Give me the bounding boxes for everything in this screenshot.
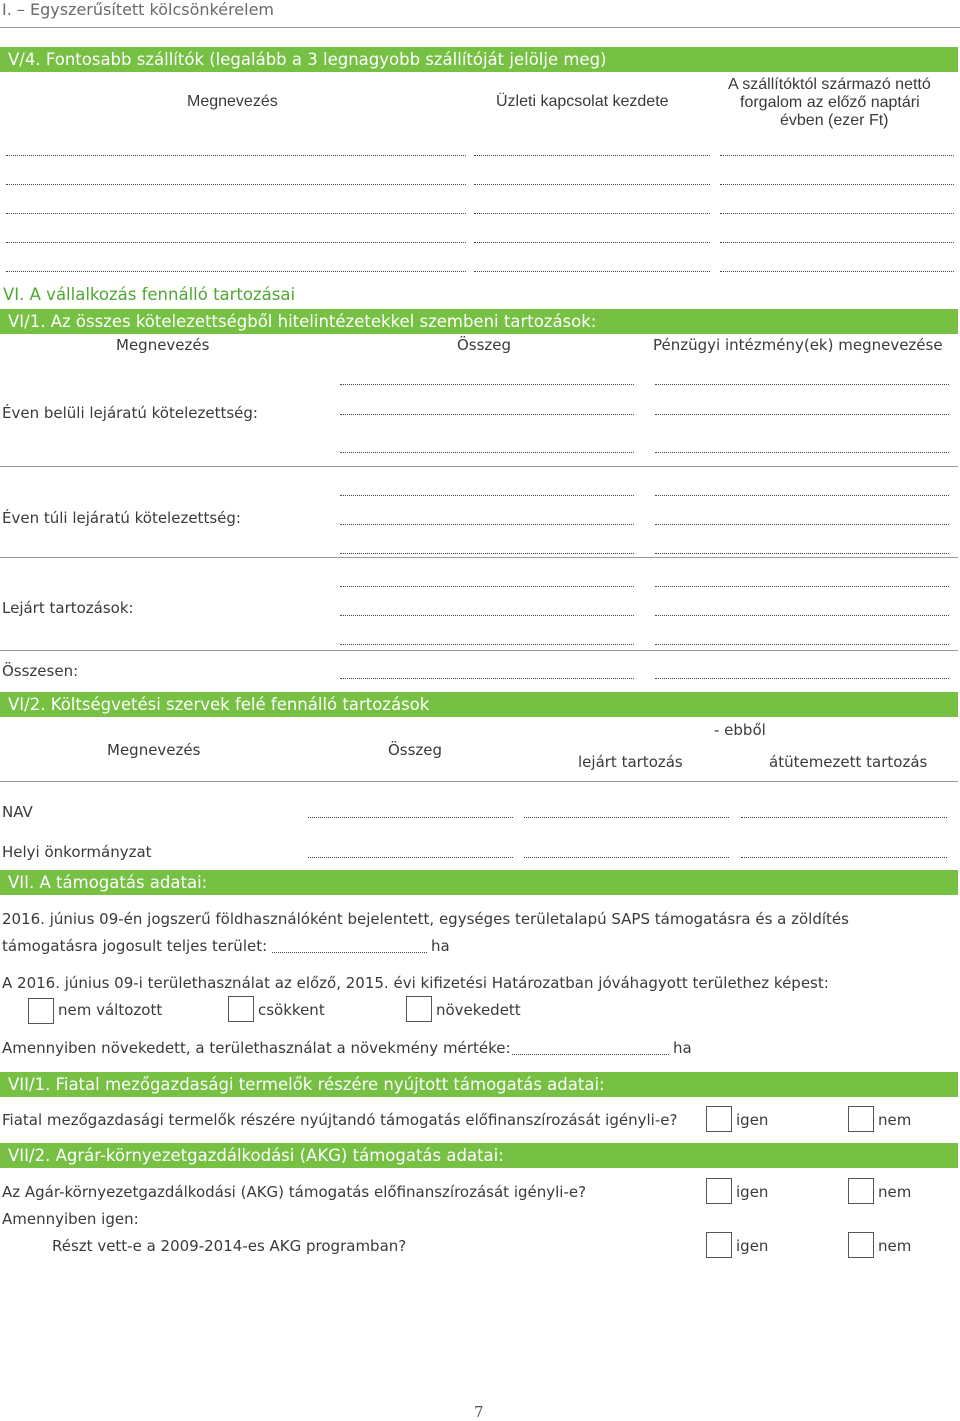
local-rescheduled-field[interactable] [741, 857, 947, 858]
vii-paragraph-1b: támogatásra jogosult teljes terület: [2, 937, 268, 955]
akg-if-yes: Amennyiben igen: [2, 1210, 139, 1228]
decreased-checkbox[interactable] [228, 996, 254, 1022]
vii-paragraph-3: Amennyiben növekedett, a területhasználat a növekmény mértéke: [2, 1039, 511, 1057]
increase-area-field[interactable] [512, 1054, 669, 1055]
eligible-area-field[interactable] [272, 952, 427, 953]
supplier-turnover-field-5[interactable] [720, 271, 954, 272]
supplier-name-field-4[interactable] [6, 242, 466, 243]
supplier-name-field-3[interactable] [6, 213, 466, 214]
akg-program-question: Részt vett-e a 2009-2014-es AKG programban? [52, 1237, 407, 1255]
increased-label: növekedett [436, 1001, 521, 1019]
supplier-start-field-5[interactable] [474, 271, 710, 272]
vi2-col-name: Megnevezés [107, 741, 201, 759]
debt-institution-field-8[interactable] [655, 615, 949, 616]
debt-institution-field-5[interactable] [655, 524, 949, 525]
supplier-name-field-5[interactable] [6, 271, 466, 272]
section-v4-title: V/4. Fontosabb szállítók (legalább a 3 legnagyobb szállítóját jelölje meg) [0, 47, 958, 72]
local-amount-field[interactable] [308, 857, 513, 858]
section-vii2-title: VII/2. Agrár-környezetgazdálkodási (AKG) támogatás adatai: [0, 1143, 958, 1168]
akg-program-no-label: nem [878, 1237, 912, 1255]
section-vi1-title: VI/1. Az összes kötelezettségből hitelintézetekkel szembeni tartozások: [0, 309, 958, 334]
vi1-divider-3 [0, 650, 958, 651]
supplier-start-field-1[interactable] [474, 155, 710, 156]
young-farmer-question: Fiatal mezőgazdasági termelők részére nyújtandó támogatás előfinanszírozását igényli-e? [2, 1111, 678, 1129]
debt-amount-field-3[interactable] [340, 452, 634, 453]
page-header: I. – Egyszerűsített kölcsönkérelem [2, 0, 275, 19]
v4-col-turnover-3: évben (ezer Ft) [780, 112, 889, 129]
vi1-row-overdue: Lejárt tartozások: [2, 599, 134, 617]
akg-program-yes-label: igen [736, 1237, 769, 1255]
akg-yes-label: igen [736, 1183, 769, 1201]
vi2-row-local: Helyi önkormányzat [2, 843, 152, 861]
young-farmer-no-label: nem [878, 1111, 912, 1129]
vi2-col-of-which: - ebből [714, 721, 766, 739]
debt-amount-field-1[interactable] [340, 384, 634, 385]
vi2-col-overdue: lejárt tartozás [578, 753, 683, 771]
vii-paragraph-1a: 2016. június 09-én jogszerű földhasználóként bejelentett, egységes területalapú SAPS támogatásra és a zöldítés [2, 910, 849, 928]
unchanged-label: nem változott [58, 1001, 163, 1019]
v4-col-name: Megnevezés [187, 93, 278, 110]
debt-institution-field-2[interactable] [655, 414, 949, 415]
v4-col-start: Üzleti kapcsolat kezdete [496, 93, 669, 110]
section-vii-title: VII. A támogatás adatai: [0, 870, 958, 895]
vi2-row-nav: NAV [2, 803, 33, 821]
vi1-row-long-term: Éven túli lejáratú kötelezettség: [2, 509, 241, 527]
debt-amount-field-6[interactable] [340, 553, 634, 554]
vi1-divider-2 [0, 557, 958, 558]
debt-institution-field-3[interactable] [655, 452, 949, 453]
vi1-col-institution: Pénzügyi intézmény(ek) megnevezése [653, 336, 943, 354]
debt-amount-field-7[interactable] [340, 586, 634, 587]
supplier-turnover-field-2[interactable] [720, 184, 954, 185]
supplier-turnover-field-1[interactable] [720, 155, 954, 156]
supplier-turnover-field-3[interactable] [720, 213, 954, 214]
akg-program-yes-checkbox[interactable] [706, 1232, 732, 1258]
section-vi-title [3, 285, 295, 304]
debt-amount-field-5[interactable] [340, 524, 634, 525]
vi2-col-rescheduled: átütemezett tartozás [769, 753, 928, 771]
v4-col-turnover-1: A szállítóktól származó nettó [728, 76, 931, 93]
vi1-col-name: Megnevezés [116, 336, 210, 354]
page-number: 7 [474, 1403, 484, 1421]
vi1-divider-1 [0, 466, 958, 467]
vi2-divider [0, 781, 958, 782]
young-farmer-yes-label: igen [736, 1111, 769, 1129]
debt-institution-field-6[interactable] [655, 553, 949, 554]
debt-amount-field-10[interactable] [340, 678, 634, 679]
debt-institution-field-9[interactable] [655, 644, 949, 645]
akg-no-checkbox[interactable] [848, 1178, 874, 1204]
vii-paragraph-2: A 2016. június 09-i területhasználat az előző, 2015. évi kifizetési Határozatban jóváhagyott területhez képest: [2, 974, 829, 992]
v4-col-turnover-2: forgalom az előző naptári [740, 94, 920, 111]
debt-institution-field-10[interactable] [655, 678, 949, 679]
section-vii1-title: VII/1. Fiatal mezőgazdasági termelők részére nyújtott támogatás adatai: [0, 1072, 958, 1097]
akg-no-label: nem [878, 1183, 912, 1201]
increase-area-unit: ha [673, 1039, 692, 1057]
local-overdue-field[interactable] [524, 857, 729, 858]
nav-amount-field[interactable] [308, 817, 513, 818]
vi1-row-short-term: Éven belüli lejáratú kötelezettség: [2, 404, 258, 422]
akg-yes-checkbox[interactable] [706, 1178, 732, 1204]
nav-rescheduled-field[interactable] [741, 817, 947, 818]
debt-institution-field-4[interactable] [655, 495, 949, 496]
supplier-turnover-field-4[interactable] [720, 242, 954, 243]
supplier-start-field-3[interactable] [474, 213, 710, 214]
debt-amount-field-8[interactable] [340, 615, 634, 616]
supplier-start-field-4[interactable] [474, 242, 710, 243]
vi1-row-total: Összesen: [2, 662, 79, 680]
debt-amount-field-9[interactable] [340, 644, 634, 645]
akg-question: Az Agár-környezetgazdálkodási (AKG) támogatás előfinanszírozását igényli-e? [2, 1183, 587, 1201]
increased-checkbox[interactable] [406, 996, 432, 1022]
akg-program-no-checkbox[interactable] [848, 1232, 874, 1258]
debt-amount-field-2[interactable] [340, 414, 634, 415]
young-farmer-no-checkbox[interactable] [848, 1106, 874, 1132]
debt-institution-field-1[interactable] [655, 384, 949, 385]
header-divider [0, 27, 960, 28]
section-vi2-title: VI/2. Költségvetési szervek felé fennálló tartozások [0, 692, 958, 717]
supplier-start-field-2[interactable] [474, 184, 710, 185]
supplier-name-field-2[interactable] [6, 184, 466, 185]
supplier-name-field-1[interactable] [6, 155, 466, 156]
section-vi-title-text: VI. A vállalkozás fennálló tartozásai [3, 285, 296, 304]
nav-overdue-field[interactable] [524, 817, 729, 818]
vi2-col-sum: Összeg [388, 741, 443, 759]
young-farmer-yes-checkbox[interactable] [706, 1106, 732, 1132]
unchanged-checkbox[interactable] [28, 998, 54, 1024]
eligible-area-unit: ha [431, 937, 450, 955]
decreased-label: csökkent [258, 1001, 325, 1019]
debt-institution-field-7[interactable] [655, 586, 949, 587]
vi1-col-sum: Összeg [457, 336, 512, 354]
debt-amount-field-4[interactable] [340, 495, 634, 496]
